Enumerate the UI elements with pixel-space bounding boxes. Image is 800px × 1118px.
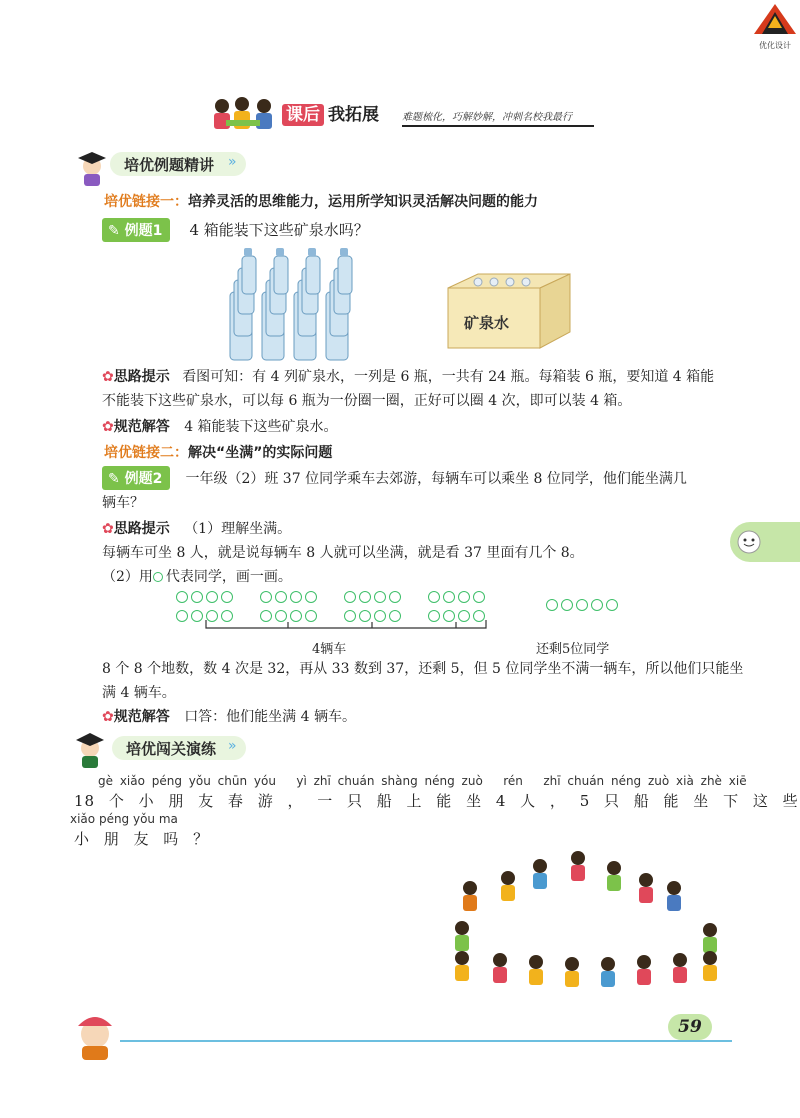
circle-symbol-icon — [153, 572, 163, 582]
circles-diagram — [176, 588, 636, 660]
example-two-tag-label: 例题2 — [124, 471, 163, 487]
water-bottles-illustration — [228, 244, 358, 362]
section-title-arrows-icon: » — [228, 738, 237, 754]
box-label: 矿泉水 — [464, 314, 510, 332]
hint-two — [102, 518, 291, 540]
side-tab — [730, 522, 800, 562]
hint-two-line3-b: 代表同学，画一画。 — [165, 569, 292, 585]
footer-line — [120, 1040, 732, 1042]
link-two-label: 培优链接二： — [104, 445, 188, 461]
children-circle-illustration — [448, 848, 728, 1008]
hint-one-text: 看图可知：有 4 列矿泉水，一列是 6 瓶，一共有 24 瓶。每箱装 6 瓶，要知道 4 箱能 — [182, 369, 715, 385]
example-one-row — [102, 218, 369, 242]
link-one — [104, 191, 538, 213]
answer-two-label: 规范解答 — [113, 709, 170, 725]
pinyin-line-2: xiǎo péng yǒu ma — [70, 812, 178, 826]
corner-logo-text: 优化设计 — [759, 41, 791, 50]
answer-one-text: 4 箱能装下这些矿泉水。 — [184, 419, 338, 435]
answer-one — [102, 416, 338, 438]
banner-title — [282, 100, 379, 125]
section-title-arrows-icon: » — [228, 154, 237, 170]
example-one-tag-label: 例题1 — [124, 223, 163, 239]
cardboard-box-icon — [444, 266, 574, 350]
students-reading-icon — [208, 94, 278, 134]
example-two-question-continued: 辆车？ — [102, 495, 144, 511]
banner-title-rest: 我拓展 — [328, 105, 379, 125]
banner-title-highlight: 课后 — [282, 104, 324, 126]
example-one-tag — [102, 218, 170, 242]
hint-two-line2: 每辆车可坐 8 人，就是说每辆车 8 人就可以坐满，就是看 37 里面有几个 8。 — [102, 545, 584, 561]
pinyin-line-1: gè xiǎo péng yǒu chūn yóu yì zhī chuán shàng néng zuò rén zhī chuán néng zuò xià zhè xiē — [98, 774, 747, 788]
hanzi-line-1: 18 个 小 朋 友 春 游 ， 一 只 船 上 能 坐 4 人 ， 5 只 船 能 坐 下 这 些 — [74, 792, 799, 810]
pencil-icon: ✎ — [108, 471, 120, 487]
firefighter-mascot-icon — [60, 1004, 130, 1062]
explain-line1: 8 个 8 个地数，数 4 次是 32，再从 33 数到 37，还剩 5，但 5 位同学坐不满一辆车，所以他们只能坐 — [102, 661, 744, 677]
mountain-logo-icon — [752, 2, 798, 36]
banner-slogan: 难题梳化，巧解妙解，冲刺名校我最行 — [402, 108, 594, 127]
link-one-text: 培养灵活的思维能力，运用所学知识灵活解决问题的能力 — [188, 194, 538, 210]
flower-icon: ✿ — [102, 709, 114, 725]
example-one-question: 4 箱能装下这些矿泉水吗？ — [189, 221, 369, 239]
hint-two-label: 思路提示 — [113, 521, 170, 537]
pencil-icon: ✎ — [108, 223, 120, 239]
flower-icon: ✿ — [102, 521, 114, 537]
answer-two — [102, 706, 356, 728]
water-box-illustration — [444, 266, 574, 350]
example-two-question: 一年级（2）班 37 位同学乘车去郊游，每辆车可以乘坐 8 位同学，他们能坐满几 — [185, 471, 687, 487]
graduate-cap-icon — [72, 148, 112, 186]
hint-two-line3 — [102, 566, 292, 588]
teacher-cartoon-icon — [68, 730, 112, 770]
smiley-face-icon — [736, 529, 762, 555]
hint-two-line3-a: （2）用 — [102, 569, 153, 585]
page-number-badge — [668, 1014, 712, 1040]
page-number: 59 — [678, 1017, 702, 1037]
answer-one-label: 规范解答 — [113, 419, 170, 435]
explain-line2: 满 4 辆车。 — [102, 685, 176, 701]
section-title-practice: 培优闯关演练 — [112, 736, 246, 760]
corner-logo — [752, 2, 798, 50]
header-banner — [208, 94, 598, 134]
remaining-students — [546, 596, 636, 615]
hanzi-line-2: 小 朋 友 吗 ？ — [74, 830, 210, 848]
hint-one-label: 思路提示 — [113, 369, 170, 385]
flower-icon: ✿ — [102, 419, 114, 435]
hint-one — [102, 366, 742, 388]
diagram-label-cars: 4辆车 — [312, 642, 347, 657]
example-two-tag — [102, 466, 170, 490]
link-two — [104, 442, 332, 462]
flower-icon: ✿ — [102, 369, 114, 385]
link-one-label: 培优链接一： — [104, 194, 188, 210]
answer-two-text: 口答：他们能坐满 4 辆车。 — [184, 709, 356, 725]
diagram-label-remaining: 还剩5位同学 — [536, 642, 610, 657]
bracket-line — [204, 618, 504, 634]
link-two-text: 解决“坐满”的实际问题 — [188, 445, 333, 461]
example-two-row — [102, 466, 687, 490]
hint-one-continued: 不能装下这些矿泉水，可以每 6 瓶为一份圈一圈，正好可以圈 4 次，即可以装 4 箱。 — [102, 393, 632, 409]
hint-two-text: （1）理解坐满。 — [184, 521, 292, 537]
section-title-examples: 培优例题精讲 — [110, 152, 246, 176]
